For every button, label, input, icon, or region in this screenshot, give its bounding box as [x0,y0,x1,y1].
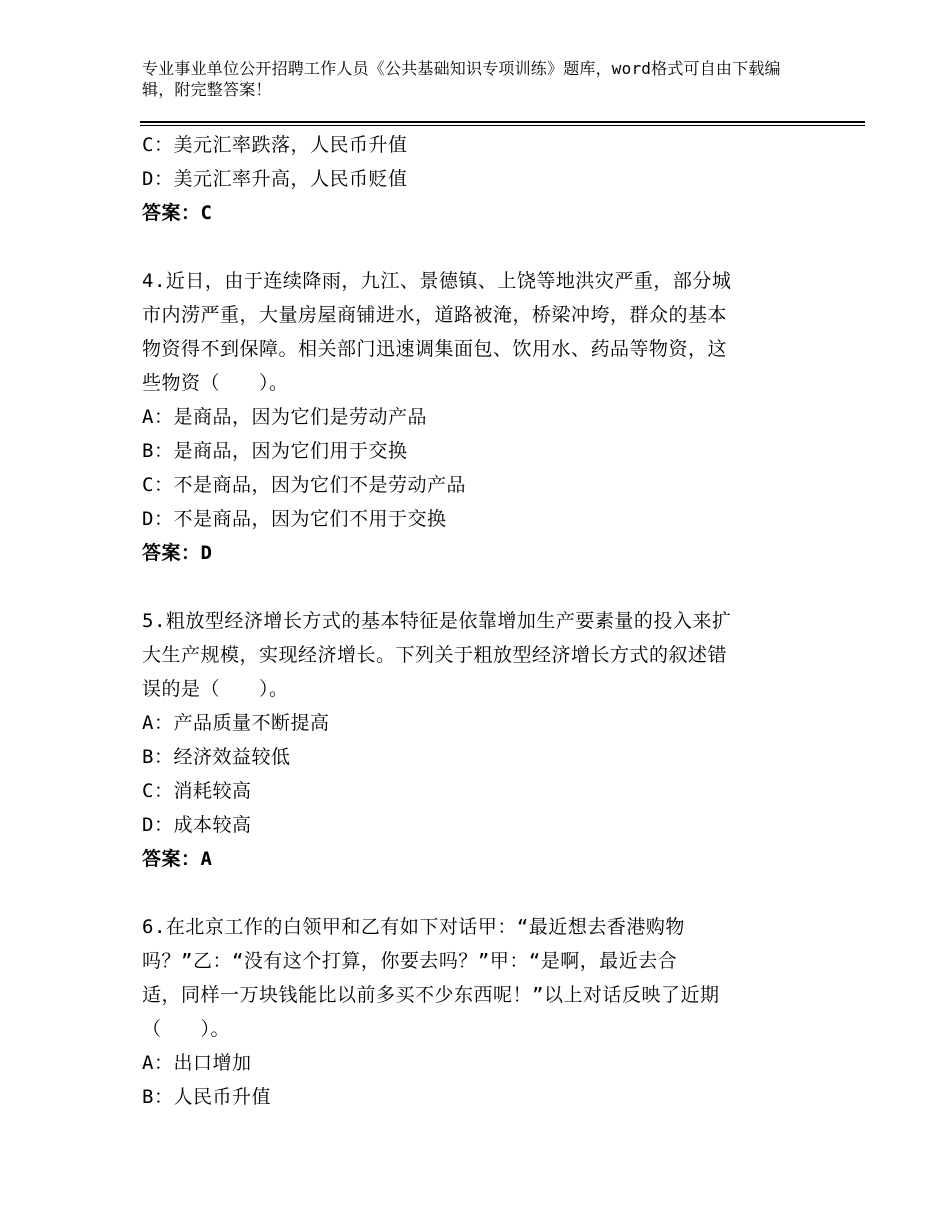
q4-stem-line: 些物资（ ）。 [142,372,289,394]
spacer [142,570,802,604]
q4-stem-line: 4.近日，由于连续降雨，九江、景德镇、上饶等地洪灾严重，部分城 [142,270,732,292]
q5-stem-line: 误的是（ ）。 [142,678,289,700]
spacer [142,876,802,910]
q6-stem-line: 吗？”乙：“没有这个打算，你要去吗？”甲：“是啊，最近去合 [142,950,678,972]
question-6 [142,910,802,1114]
q5-option-a: A：产品质量不断提高 [142,712,330,734]
document-body [142,128,802,1114]
q4-stem-line: 物资得不到保障。相关部门迅速调集面包、饮用水、药品等物资，这 [142,338,728,360]
q4-answer: 答案：D [142,542,213,564]
q5-option-d: D：成本较高 [142,814,252,836]
q6-stem-line: 适，同样一万块钱能比以前多买不少东西呢！”以上对话反映了近期 [142,984,720,1006]
question-3-tail [142,128,802,230]
q4-stem-line: 市内涝严重，大量房屋商铺进水，道路被淹，桥梁冲垮，群众的基本 [142,304,728,326]
q6-stem-line: 6.在北京工作的白领甲和乙有如下对话甲：“最近想去香港购物 [142,916,685,938]
header-divider-thin [140,125,865,126]
q6-stem-line: （ ）。 [142,1018,231,1040]
q4-option-d: D：不是商品，因为它们不用于交换 [142,508,447,530]
question-4 [142,264,802,570]
q6-option-a: A：出口增加 [142,1052,252,1074]
question-5 [142,604,802,876]
q6-option-b: B：人民币升值 [142,1086,271,1108]
spacer [142,230,802,264]
q4-option-c: C：不是商品，因为它们不是劳动产品 [142,474,466,496]
q3-answer: 答案：C [142,202,213,224]
q3-option-c: C：美元汇率跌落，人民币升值 [142,134,408,156]
header-divider-thick [140,121,865,123]
q5-option-c: C：消耗较高 [142,780,252,802]
q4-option-b: B：是商品，因为它们用于交换 [142,440,408,462]
q4-option-a: A：是商品，因为它们是劳动产品 [142,406,427,428]
header-title: 专业事业单位公开招聘工作人员《公共基础知识专项训练》题库，word格式可自由下载编辑，附完整答案！ [142,59,781,99]
q5-answer: 答案：A [142,848,213,870]
q5-stem-line: 大生产规模，实现经济增长。下列关于粗放型经济增长方式的叙述错 [142,644,728,666]
q5-option-b: B：经济效益较低 [142,746,291,768]
document-header [142,58,802,100]
q5-stem-line: 5.粗放型经济增长方式的基本特征是依靠增加生产要素量的投入来扩 [142,610,732,632]
q3-option-d: D：美元汇率升高，人民币贬值 [142,168,408,190]
